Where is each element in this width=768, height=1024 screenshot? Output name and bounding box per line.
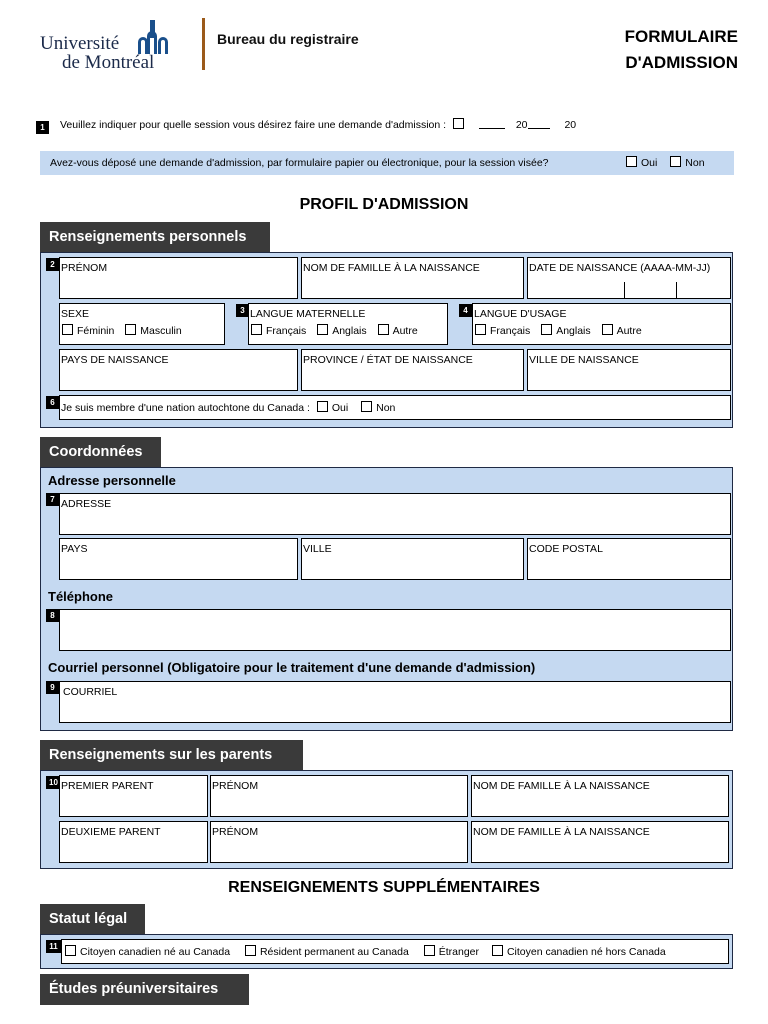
birth-city-label: VILLE DE NAISSANCE (529, 354, 639, 366)
postal-code-label: CODE POSTAL (529, 543, 603, 555)
birth-city-field[interactable] (527, 349, 731, 391)
parents-heading: Renseignements sur les parents (40, 740, 303, 771)
legal-citizen-born-label: Citoyen canadien né au Canada (80, 946, 231, 958)
section-number-badge: 1 (36, 121, 49, 134)
female-label: Féminin (77, 325, 115, 337)
second-parent-familyname-field[interactable] (471, 821, 729, 863)
logo-text-line2: de Montréal (62, 52, 155, 73)
udem-emblem-icon (138, 20, 172, 54)
indigenous-yes-checkbox[interactable] (317, 401, 328, 412)
prior-request-text: Avez-vous déposé une demande d'admission, par formulaire papier ou électronique, pour la session visée? (50, 157, 549, 169)
female-checkbox[interactable] (62, 324, 73, 335)
date-separator (676, 282, 677, 299)
supplementary-title: RENSEIGNEMENTS SUPPLÉMENTAIRES (228, 879, 540, 896)
legal-status-heading: Statut légal (40, 904, 145, 935)
sex-label: SEXE (61, 308, 90, 320)
form-title (588, 24, 738, 76)
ul-other-label: Autre (616, 325, 642, 337)
second-parent-firstname-label: PRÉNOM (212, 826, 259, 838)
phone-field[interactable] (59, 609, 731, 651)
field-number-badge: 10 (46, 776, 61, 789)
usage-language-field (472, 303, 731, 345)
birth-province-label: PROVINCE / ÉTAT DE NAISSANCE (303, 354, 473, 366)
mt-other-label: Autre (392, 325, 418, 337)
session-checkbox[interactable] (453, 118, 464, 129)
contact-panel (40, 467, 733, 731)
city-label: VILLE (303, 543, 332, 555)
mother-tongue-label: LANGUE MATERNELLE (250, 308, 366, 320)
legal-foreigner-checkbox[interactable] (424, 945, 435, 956)
field-number-badge: 4 (459, 304, 472, 317)
legal-status-panel (40, 934, 733, 969)
first-parent-firstname-label: PRÉNOM (212, 780, 259, 792)
ul-english-checkbox[interactable] (541, 324, 552, 335)
header-divider (202, 18, 205, 70)
mt-french-checkbox[interactable] (251, 324, 262, 335)
birth-country-label: PAYS DE NAISSANCE (61, 354, 169, 366)
legal-citizen-born-checkbox[interactable] (65, 945, 76, 956)
field-number-badge: 11 (46, 940, 61, 953)
indigenous-no-checkbox[interactable] (361, 401, 372, 412)
session-blank[interactable] (479, 119, 505, 129)
mt-english-checkbox[interactable] (317, 324, 328, 335)
studies-heading: Études préuniversitaires (40, 974, 249, 1005)
field-number-badge: 3 (236, 304, 249, 317)
birth-province-field[interactable] (301, 349, 524, 391)
mt-french-label: Français (266, 325, 307, 337)
session-year-prefix-2: 20 (564, 119, 577, 131)
prior-request-question (40, 151, 734, 175)
email-field[interactable] (59, 681, 731, 723)
email-subheading: Courriel personnel (Obligatoire pour le traitement d'une demande d'admission) (48, 660, 536, 675)
first-parent-familyname-field[interactable] (471, 775, 729, 817)
first-parent-field (59, 775, 208, 817)
second-parent-firstname-field[interactable] (210, 821, 468, 863)
session-question-text: Veuillez indiquer pour quelle session vous désirez faire une demande d'admission : (60, 119, 447, 131)
session-year-blank-1[interactable] (528, 119, 550, 129)
personal-info-heading: Renseignements personnels (40, 222, 270, 253)
second-parent-label: DEUXIEME PARENT (61, 826, 161, 838)
profile-title: PROFIL D'ADMISSION (299, 196, 469, 213)
address-label: ADRESSE (61, 498, 112, 510)
second-parent-familyname-label: NOM DE FAMILLE À LA NAISSANCE (473, 826, 650, 838)
ul-english-label: Anglais (556, 325, 591, 337)
field-number-badge: 2 (46, 258, 59, 271)
usage-language-label: LANGUE D'USAGE (474, 308, 567, 320)
prior-yes-checkbox[interactable] (626, 156, 637, 167)
birth-date-field[interactable] (527, 257, 731, 299)
legal-permanent-resident-checkbox[interactable] (245, 945, 256, 956)
date-separator (624, 282, 625, 299)
field-number-badge: 8 (46, 609, 59, 622)
contact-heading: Coordonnées (40, 437, 161, 468)
indigenous-label: Je suis membre d'une nation autochtone du Canada : (61, 402, 310, 414)
bureau-label: Bureau du registraire (217, 31, 359, 47)
indigenous-no-label: Non (376, 402, 396, 414)
indigenous-field (59, 395, 731, 420)
first-parent-firstname-field[interactable] (210, 775, 468, 817)
personal-info-panel (40, 252, 733, 428)
birth-date-label: DATE DE NAISSANCE (AAAA-MM-JJ) (529, 262, 711, 274)
prior-yes-label: Oui (641, 157, 658, 169)
legal-permanent-resident-label: Résident permanent au Canada (259, 946, 409, 958)
country-label: PAYS (61, 543, 88, 555)
indigenous-yes-label: Oui (331, 402, 349, 414)
male-label: Masculin (140, 325, 182, 337)
phone-subheading: Téléphone (48, 589, 114, 604)
family-name-field[interactable] (301, 257, 524, 299)
first-name-label: PRÉNOM (61, 262, 108, 274)
sex-field (59, 303, 225, 345)
mother-tongue-field (248, 303, 448, 345)
address-field[interactable] (59, 493, 731, 535)
city-field[interactable] (301, 538, 524, 580)
second-parent-field (59, 821, 208, 863)
first-name-field[interactable] (59, 257, 298, 299)
mt-other-checkbox[interactable] (378, 324, 389, 335)
ul-other-checkbox[interactable] (602, 324, 613, 335)
logo-text-line1: Université (40, 33, 120, 54)
first-parent-label: PREMIER PARENT (61, 780, 154, 792)
mt-english-label: Anglais (332, 325, 367, 337)
ul-french-checkbox[interactable] (475, 324, 486, 335)
form-title-line2: D'ADMISSION (625, 53, 738, 72)
field-number-badge: 7 (46, 493, 59, 506)
legal-status-options (61, 939, 729, 964)
country-field[interactable] (59, 538, 298, 580)
first-parent-familyname-label: NOM DE FAMILLE À LA NAISSANCE (473, 780, 650, 792)
birth-country-field[interactable] (59, 349, 298, 391)
male-checkbox[interactable] (125, 324, 136, 335)
address-subheading: Adresse personnelle (48, 473, 176, 488)
parents-panel (40, 770, 733, 869)
form-title-line1: FORMULAIRE (624, 27, 738, 46)
prior-no-label: Non (685, 157, 705, 169)
postal-code-field[interactable] (527, 538, 731, 580)
legal-citizen-abroad-label: Citoyen canadien né hors Canada (506, 946, 666, 958)
prior-no-checkbox[interactable] (670, 156, 681, 167)
legal-foreigner-label: Étranger (438, 946, 480, 958)
ul-french-label: Français (490, 325, 531, 337)
legal-citizen-abroad-checkbox[interactable] (492, 945, 503, 956)
session-year-prefix-1: 20 (515, 119, 528, 131)
field-number-badge: 9 (46, 681, 59, 694)
family-name-label: NOM DE FAMILLE À LA NAISSANCE (303, 262, 480, 274)
email-label: COURRIEL (63, 686, 118, 698)
university-logo (40, 20, 190, 72)
session-question (60, 118, 576, 131)
field-number-badge: 6 (46, 396, 59, 409)
